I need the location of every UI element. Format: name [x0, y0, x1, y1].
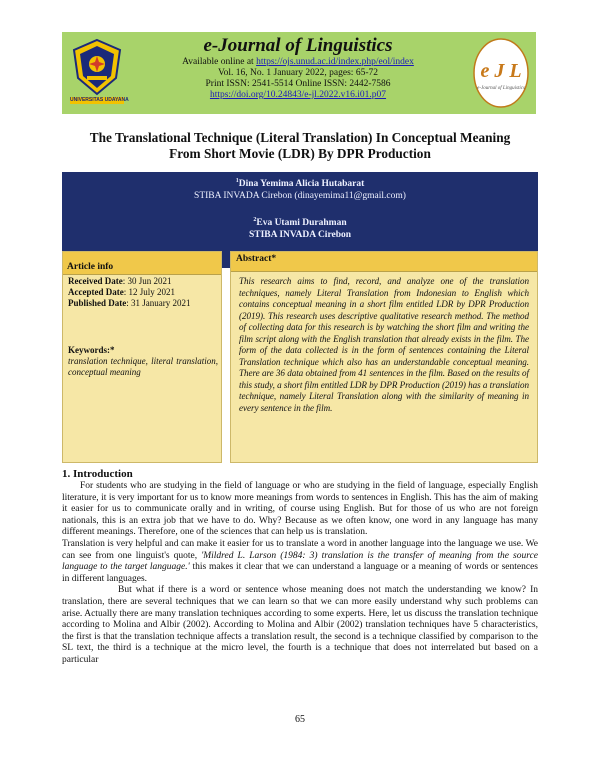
journal-logo-icon	[472, 37, 530, 109]
article-info-header: Article info	[63, 252, 221, 275]
journal-header	[62, 32, 536, 114]
university-logo	[70, 38, 129, 108]
keywords	[68, 345, 218, 378]
author-1-affiliation: STIBA INVADA Cirebon (dinayemima11@gmail.com)	[194, 191, 406, 202]
accepted-date: Accepted Date: 12 July 2021	[68, 287, 175, 297]
available-online-line	[132, 57, 464, 68]
author-2-sup: 2	[253, 217, 257, 224]
page-number: 65	[295, 714, 305, 725]
paragraph-1: For students who are studying in the field of language or who are studying in the field of language, especially English literature, it is very important for us to know more meanings from words to sentences in English. This has the aim of making it easier for us to communicate orally and in writing, of course using English. But for those of us who are not foreign nationals, this is an extra job that we have to do. Why? Because as we often know, one word in any language has many different meanings. Therefore, one of the sciences that can help us is translation.	[62, 481, 538, 538]
journal-logo	[472, 37, 530, 109]
received-date: Received Date: 30 Jun 2021	[68, 276, 172, 286]
keywords-value: translation technique, literal translation, conceptual meaning	[68, 356, 218, 377]
paper-title-line2: From Short Movie (LDR) By DPR Production	[169, 146, 431, 161]
author-2-affiliation: STIBA INVADA Cirebon	[248, 230, 352, 241]
paper-title-line1: The Translational Technique (Literal Translation) In Conceptual Meaning	[89, 130, 511, 145]
abstract-box	[230, 251, 538, 463]
paragraph-2: Translation is very helpful and can make it easier for us to translate a word in another language into the language we use. We can see from one linguist's quote, 'Mildred L. Larson (1984: 3) translation is the transfer of meaning from the source language to the target language.' this makes it clear that we can understand a language or a meaning of words or sentences in different languages.	[62, 538, 538, 584]
published-date: Published Date: 31 January 2021	[68, 298, 191, 308]
author-1-sup: 1	[235, 178, 239, 184]
header-text	[132, 35, 464, 101]
paragraph-3: But what if there is a word or sentence whose meaning does not match the understanding we know? In translation, there are several techniques that we can learn so that we can more easily understand why such problems can arise. Actually there are many translation techniques according to some experts. Here, let us discuss the translation technique according to Molina and Albir (2002). According to Molina and Albir (2002) translation techniques have 5 characteristics, the first is that the translation technique affects a translation result, the second is a technique classified by comparison to the SL text, the third is a technique at the micro level, the fourth is a technique that does not interrelated but based on a particular	[62, 585, 538, 665]
available-prefix: Available online at	[182, 57, 257, 67]
author-1-name: $^1$Dina Yemima Alicia Hutabarat	[235, 178, 365, 190]
issn-line: Print ISSN: 2541-5514 Online ISSN: 2442-7586	[205, 79, 391, 89]
author-2-name: $^2$Eva Utami Durahman	[253, 217, 347, 229]
larson-quote: 'Mildred L. Larson (1984: 3) translation is the transfer of meaning from the source language to the target language.'	[62, 550, 538, 573]
journal-logo-mark: e J L	[480, 60, 522, 82]
university-logo-text: UNIVERSITAS UDAYANA	[70, 97, 129, 103]
body-text	[62, 481, 538, 667]
journal-logo-caption: e-Journal of Linguistics	[477, 86, 525, 91]
paper-title	[62, 130, 538, 162]
university-crest-icon	[70, 38, 124, 96]
keywords-label: Keywords:*	[68, 345, 115, 355]
section-heading-introduction: 1. Introduction	[62, 468, 133, 480]
article-info-box	[62, 251, 222, 463]
volume-line: Vol. 16, No. 1 January 2022, pages: 65-72	[218, 68, 378, 78]
journal-title: e-Journal of Linguistics	[203, 35, 393, 56]
journal-url-link[interactable]: https://ojs.unud.ac.id/index.php/eol/index	[256, 57, 414, 67]
doi-link[interactable]: https://doi.org/10.24843/e-jl.2022.v16.i01.p07	[209, 90, 387, 100]
abstract-heading: Abstract*	[231, 252, 537, 272]
abstract-text: This research aims to find, record, and analyze one of the translation techniques, namely Literal Translation from Indonesian to English which contains conceptual meaning in a short film entitled LDR by DPR Production (2019). This research uses descriptive qualitative research method. The method of collecting data for this research is by watching the short film and writing the film script along with the English translation that already exists in the film. The form of the data collected is in the form of sentences containing the Literal Translation technique which also has an understandable conceptual meaning. There are 36 data obtained from 41 sentences in the film. Based on the results of this study, a short film entitled LDR by DPR Production (2019) has a translation technique, namely Literal Translation along with the similarity of meaning in every sentence in the film.	[239, 276, 529, 413]
